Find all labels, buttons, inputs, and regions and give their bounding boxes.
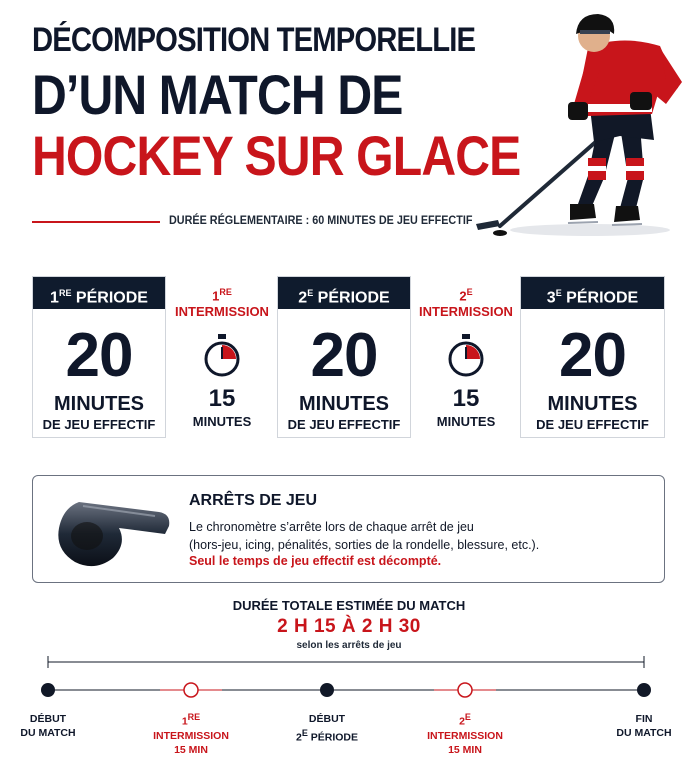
match-timeline	[0, 650, 698, 768]
period-card-3	[520, 276, 665, 438]
intermission-2-value: 15	[452, 385, 480, 413]
period-1-value: 20	[65, 321, 133, 390]
stops-box	[32, 475, 665, 583]
whistle-icon	[49, 488, 179, 572]
total-note: selon les arrêts de jeu	[296, 640, 402, 651]
timeline-marker-start	[41, 683, 55, 697]
period-1-desc: DE JEU EFFECTIF	[42, 417, 156, 432]
timeline-label-start: DÉBUT DU MATCH	[20, 713, 76, 739]
title-line-3: HOCKEY SUR GLACE	[32, 124, 521, 187]
timeline-label-period-2: DÉBUT $2^E$ PÉRIODE	[295, 713, 359, 744]
total-label: DURÉE TOTALE ESTIMÉE DU MATCH	[232, 598, 466, 613]
title-block	[32, 20, 521, 187]
subtitle-divider	[32, 221, 160, 223]
timeline-marker-period-2	[320, 683, 334, 697]
timeline-marker-end	[637, 683, 651, 697]
period-2-value: 20	[310, 321, 378, 390]
timeline-label-intermission-1: 1RE INTERMISSION 15 MIN	[153, 712, 229, 756]
title-line-1: DÉCOMPOSITION TEMPORELLIE	[32, 21, 476, 59]
title-line-2: D’UN MATCH DE	[32, 63, 403, 126]
stops-title: ARRÊTS DE JEU	[189, 492, 318, 509]
intermission-2	[418, 284, 514, 430]
intermission-1	[174, 284, 270, 430]
stops-highlight: Seul le temps de jeu effectif est décompté.	[189, 554, 442, 568]
period-2-unit: MINUTES	[299, 393, 389, 415]
intermission-2-title: $2^E$ INTERMISSION	[419, 287, 513, 320]
stopwatch-icon	[446, 334, 486, 378]
period-card-2	[277, 276, 411, 438]
period-1-header: 1RE PÉRIODE	[33, 277, 165, 309]
intermission-1-unit: MINUTES	[192, 414, 252, 430]
period-3-unit: MINUTES	[547, 393, 638, 415]
timeline-track	[0, 650, 698, 768]
timeline-label-end: FIN DU MATCH	[616, 713, 672, 739]
subtitle: DURÉE RÉGLEMENTAIRE : 60 MINUTES DE JEU EFFECTIF	[169, 213, 473, 227]
total-value: 2 H 15 À 2 H 30	[277, 616, 421, 637]
period-3-desc: DE JEU EFFECTIF	[536, 417, 649, 432]
intermission-1-title: 1RE INTERMISSION	[175, 287, 269, 320]
intermission-1-value: 15	[208, 385, 236, 413]
stopwatch-icon	[202, 334, 242, 378]
period-2-desc: DE JEU EFFECTIF	[287, 417, 401, 432]
timeline-marker-intermission-2	[458, 683, 472, 697]
period-3-header: $3^E$ PÉRIODE	[521, 277, 664, 309]
timeline-label-intermission-2: $2^E$ INTERMISSION 15 MIN	[427, 712, 503, 756]
period-card-1	[32, 276, 166, 438]
period-3-value: 20	[559, 321, 626, 390]
period-2-header: $2^E$ PÉRIODE	[278, 277, 410, 309]
timeline-marker-intermission-1	[184, 683, 198, 697]
period-1-unit: MINUTES	[54, 393, 144, 415]
stops-description: Le chronomètre s’arrête lors de chaque arrêt de jeu (hors-jeu, icing, pénalités, sorties de la rondelle, blessure, etc.).	[189, 520, 540, 552]
subtitle-row	[32, 213, 472, 229]
intermission-2-unit: MINUTES	[436, 414, 496, 430]
hockey-player-image	[470, 8, 698, 240]
